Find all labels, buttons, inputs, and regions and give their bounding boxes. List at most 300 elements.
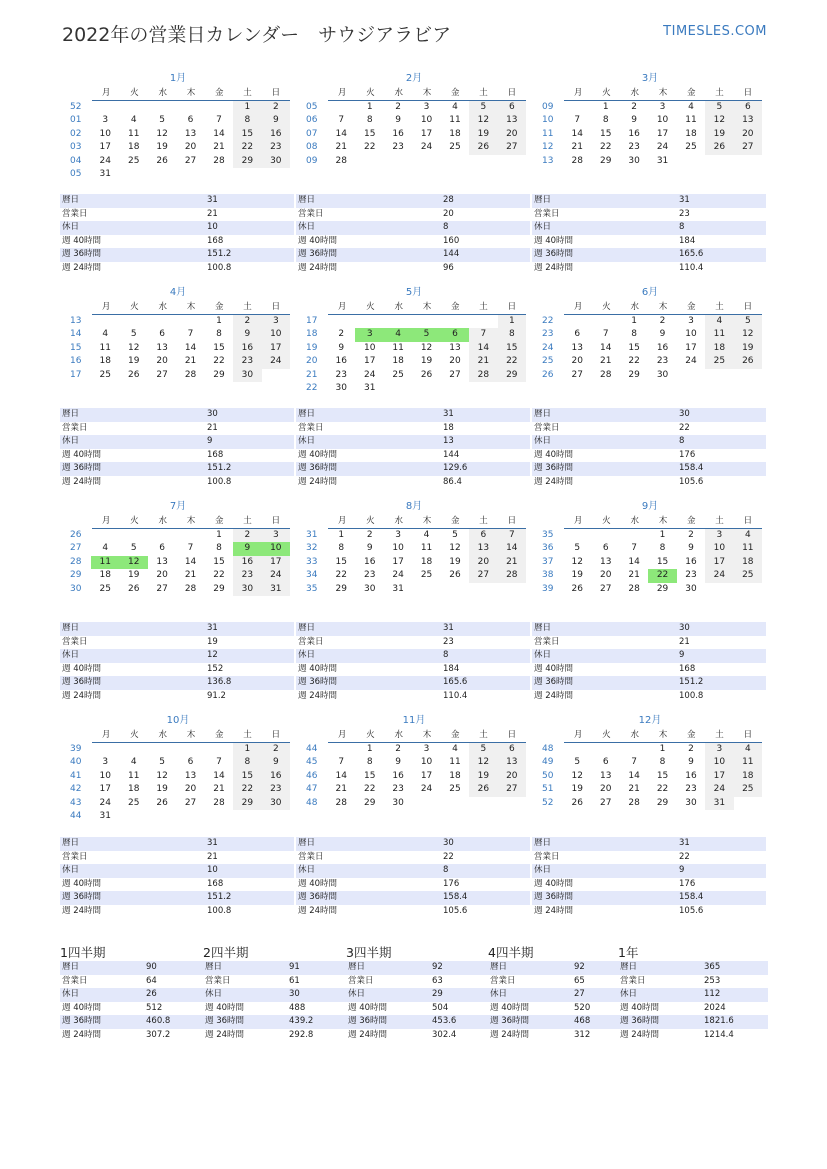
day-cell[interactable]: 1: [602, 102, 609, 112]
day-cell[interactable]: 30: [233, 369, 261, 382]
day-cell[interactable]: 11: [685, 115, 697, 126]
day-cell[interactable]: 12: [420, 342, 433, 353]
day-cell[interactable]: 13: [184, 128, 197, 139]
day-cell[interactable]: 5: [130, 329, 137, 340]
day-cell[interactable]: 8: [631, 329, 637, 340]
day-cell[interactable]: 27: [498, 141, 526, 154]
day-cell[interactable]: 16: [628, 128, 640, 139]
day-cell[interactable]: 3: [355, 328, 383, 341]
day-cell[interactable]: 5: [159, 757, 165, 768]
day-cell[interactable]: 13: [599, 556, 612, 567]
day-cell[interactable]: 6: [574, 329, 581, 340]
day-cell[interactable]: 22: [363, 142, 376, 153]
day-cell[interactable]: 19: [127, 570, 140, 581]
day-cell[interactable]: 29: [656, 583, 669, 594]
day-cell[interactable]: 13: [184, 770, 197, 781]
day-cell[interactable]: 13: [156, 556, 168, 567]
day-cell[interactable]: 2: [262, 101, 290, 114]
day-cell[interactable]: 3: [688, 316, 694, 326]
day-cell[interactable]: 30: [685, 583, 697, 594]
day-cell[interactable]: 26: [156, 797, 168, 808]
day-cell[interactable]: 9: [233, 328, 261, 341]
day-cell[interactable]: 12: [156, 128, 168, 139]
day-cell[interactable]: 22: [233, 783, 261, 796]
day-cell[interactable]: 11: [91, 556, 119, 569]
day-cell[interactable]: 24: [392, 570, 404, 581]
day-cell[interactable]: 28: [469, 369, 497, 382]
day-cell[interactable]: 23: [392, 784, 404, 795]
day-cell[interactable]: 7: [469, 328, 497, 341]
day-cell[interactable]: 18: [685, 128, 697, 139]
day-cell[interactable]: 24: [420, 784, 433, 795]
day-cell[interactable]: 20: [156, 356, 168, 367]
day-cell[interactable]: 1: [366, 744, 373, 754]
day-cell[interactable]: 27: [449, 369, 461, 380]
day-cell[interactable]: 28: [184, 369, 197, 380]
day-cell[interactable]: 22: [213, 356, 225, 367]
day-cell[interactable]: 12: [449, 543, 461, 554]
day-cell[interactable]: 7: [338, 115, 345, 126]
day-cell[interactable]: 18: [705, 342, 733, 355]
day-cell[interactable]: 14: [599, 342, 612, 353]
day-cell[interactable]: 4: [452, 744, 458, 754]
day-cell[interactable]: 28: [628, 797, 640, 808]
day-cell[interactable]: 31: [262, 583, 290, 596]
day-cell[interactable]: 30: [363, 583, 376, 594]
day-cell[interactable]: 4: [734, 743, 762, 756]
day-cell[interactable]: 29: [498, 369, 526, 382]
day-cell[interactable]: 1: [216, 316, 222, 326]
day-cell[interactable]: 27: [498, 783, 526, 796]
day-cell[interactable]: 22: [656, 784, 669, 795]
day-cell[interactable]: 13: [498, 756, 526, 769]
day-cell[interactable]: 22: [628, 356, 640, 367]
day-cell[interactable]: 5: [130, 543, 137, 554]
day-cell[interactable]: 18: [99, 570, 111, 581]
day-cell[interactable]: 29: [233, 797, 261, 810]
day-cell[interactable]: 19: [734, 342, 762, 355]
day-cell[interactable]: 11: [127, 128, 140, 139]
day-cell[interactable]: 18: [734, 770, 762, 783]
day-cell[interactable]: 29: [599, 155, 612, 166]
day-cell[interactable]: 11: [734, 756, 762, 769]
day-cell[interactable]: 3: [102, 757, 109, 768]
day-cell[interactable]: 7: [602, 329, 609, 340]
day-cell[interactable]: 24: [656, 142, 669, 153]
day-cell[interactable]: 20: [599, 570, 612, 581]
day-cell[interactable]: 26: [734, 355, 762, 368]
day-cell[interactable]: 6: [498, 743, 526, 756]
day-cell[interactable]: 20: [156, 570, 168, 581]
day-cell[interactable]: 26: [705, 141, 733, 154]
day-cell[interactable]: 1: [366, 102, 373, 112]
day-cell[interactable]: 5: [159, 115, 165, 126]
day-cell[interactable]: 11: [705, 328, 733, 341]
day-cell[interactable]: 15: [628, 342, 640, 353]
day-cell[interactable]: 29: [233, 155, 261, 168]
day-cell[interactable]: 9: [659, 329, 666, 340]
day-cell[interactable]: 28: [628, 583, 640, 594]
day-cell[interactable]: 14: [628, 770, 640, 781]
day-cell[interactable]: 9: [262, 756, 290, 769]
day-cell[interactable]: 17: [420, 128, 433, 139]
day-cell[interactable]: 27: [599, 797, 612, 808]
day-cell[interactable]: 4: [423, 530, 430, 540]
day-cell[interactable]: 13: [571, 342, 583, 353]
day-cell[interactable]: 24: [705, 783, 733, 796]
day-cell[interactable]: 17: [392, 556, 404, 567]
day-cell[interactable]: 14: [628, 556, 640, 567]
day-cell[interactable]: 19: [571, 784, 583, 795]
day-cell[interactable]: 15: [599, 128, 612, 139]
day-cell[interactable]: 23: [392, 142, 404, 153]
day-cell[interactable]: 6: [602, 757, 609, 768]
day-cell[interactable]: 19: [571, 570, 583, 581]
day-cell[interactable]: 17: [656, 128, 669, 139]
day-cell[interactable]: 2: [631, 102, 637, 112]
day-cell[interactable]: 18: [99, 356, 111, 367]
day-cell[interactable]: 20: [469, 556, 497, 569]
day-cell[interactable]: 11: [420, 543, 433, 554]
day-cell[interactable]: 22: [599, 142, 612, 153]
day-cell[interactable]: 12: [734, 328, 762, 341]
day-cell[interactable]: 29: [213, 583, 225, 594]
day-cell[interactable]: 14: [213, 770, 225, 781]
day-cell[interactable]: 2: [233, 529, 261, 542]
brand-logo[interactable]: TIMESLES.COM: [663, 24, 767, 39]
day-cell[interactable]: 6: [498, 101, 526, 114]
day-cell[interactable]: 28: [184, 583, 197, 594]
day-cell[interactable]: 18: [449, 770, 461, 781]
day-cell[interactable]: 22: [363, 784, 376, 795]
day-cell[interactable]: 29: [656, 797, 669, 808]
day-cell[interactable]: 9: [631, 115, 637, 126]
day-cell[interactable]: 9: [688, 543, 694, 554]
day-cell[interactable]: 8: [216, 329, 222, 340]
day-cell[interactable]: 12: [119, 556, 147, 569]
day-cell[interactable]: 11: [99, 342, 111, 353]
day-cell[interactable]: 27: [599, 583, 612, 594]
day-cell[interactable]: 25: [99, 369, 111, 380]
day-cell[interactable]: 29: [335, 583, 347, 594]
day-cell[interactable]: 28: [571, 155, 583, 166]
day-cell[interactable]: 16: [685, 770, 697, 781]
day-cell[interactable]: 23: [656, 356, 669, 367]
day-cell[interactable]: 8: [216, 543, 222, 554]
day-cell[interactable]: 25: [392, 369, 404, 380]
day-cell[interactable]: 17: [420, 770, 433, 781]
day-cell[interactable]: 9: [366, 543, 373, 554]
day-cell[interactable]: 10: [420, 757, 433, 768]
day-cell[interactable]: 3: [705, 743, 733, 756]
day-cell[interactable]: 30: [685, 797, 697, 808]
day-cell[interactable]: 16: [233, 556, 261, 569]
day-cell[interactable]: 20: [734, 128, 762, 141]
day-cell[interactable]: 20: [449, 356, 461, 367]
day-cell[interactable]: 5: [452, 530, 458, 540]
day-cell[interactable]: 1: [631, 316, 637, 326]
day-cell[interactable]: 5: [734, 315, 762, 328]
day-cell[interactable]: 24: [99, 797, 111, 808]
day-cell[interactable]: 22: [213, 570, 225, 581]
day-cell[interactable]: 9: [395, 757, 401, 768]
day-cell[interactable]: 1: [659, 530, 666, 540]
day-cell[interactable]: 23: [233, 355, 261, 368]
day-cell[interactable]: 10: [363, 342, 376, 353]
day-cell[interactable]: 5: [412, 328, 440, 341]
day-cell[interactable]: 27: [184, 155, 197, 166]
day-cell[interactable]: 21: [213, 784, 225, 795]
day-cell[interactable]: 21: [599, 356, 612, 367]
day-cell[interactable]: 2: [688, 744, 694, 754]
day-cell[interactable]: 26: [127, 369, 140, 380]
day-cell[interactable]: 16: [363, 556, 376, 567]
day-cell[interactable]: 28: [498, 569, 526, 582]
day-cell[interactable]: 27: [734, 141, 762, 154]
day-cell[interactable]: 25: [734, 569, 762, 582]
day-cell[interactable]: 17: [99, 784, 111, 795]
day-cell[interactable]: 4: [384, 328, 412, 341]
day-cell[interactable]: 7: [216, 757, 222, 768]
day-cell[interactable]: 10: [705, 542, 733, 555]
day-cell[interactable]: 6: [159, 329, 165, 340]
day-cell[interactable]: 5: [705, 101, 733, 114]
day-cell[interactable]: 24: [363, 369, 376, 380]
day-cell[interactable]: 31: [392, 583, 404, 594]
day-cell[interactable]: 9: [262, 114, 290, 127]
day-cell[interactable]: 9: [338, 342, 345, 353]
day-cell[interactable]: 21: [184, 356, 197, 367]
day-cell[interactable]: 16: [392, 770, 404, 781]
day-cell[interactable]: 3: [423, 102, 430, 112]
day-cell[interactable]: 21: [335, 142, 347, 153]
day-cell[interactable]: 20: [184, 784, 197, 795]
day-cell[interactable]: 28: [213, 155, 225, 166]
day-cell[interactable]: 19: [156, 784, 168, 795]
day-cell[interactable]: 20: [571, 356, 583, 367]
day-cell[interactable]: 6: [187, 757, 194, 768]
day-cell[interactable]: 20: [184, 142, 197, 153]
day-cell[interactable]: 2: [659, 316, 666, 326]
day-cell[interactable]: 12: [571, 556, 583, 567]
day-cell[interactable]: 8: [366, 115, 373, 126]
day-cell[interactable]: 10: [262, 328, 290, 341]
day-cell[interactable]: 26: [571, 583, 583, 594]
day-cell[interactable]: 10: [262, 542, 290, 555]
day-cell[interactable]: 23: [335, 369, 347, 380]
day-cell[interactable]: 1: [659, 744, 666, 754]
day-cell[interactable]: 12: [127, 342, 140, 353]
day-cell[interactable]: 25: [685, 142, 697, 153]
day-cell[interactable]: 5: [469, 743, 497, 756]
day-cell[interactable]: 23: [262, 783, 290, 796]
day-cell[interactable]: 8: [233, 114, 261, 127]
day-cell[interactable]: 20: [498, 128, 526, 141]
day-cell[interactable]: 23: [233, 569, 261, 582]
day-cell[interactable]: 6: [734, 101, 762, 114]
day-cell[interactable]: 9: [395, 115, 401, 126]
day-cell[interactable]: 28: [599, 369, 612, 380]
day-cell[interactable]: 1: [233, 743, 261, 756]
day-cell[interactable]: 16: [392, 128, 404, 139]
day-cell[interactable]: 26: [127, 583, 140, 594]
day-cell[interactable]: 2: [395, 744, 401, 754]
day-cell[interactable]: 14: [184, 342, 197, 353]
day-cell[interactable]: 21: [498, 556, 526, 569]
day-cell[interactable]: 4: [130, 757, 137, 768]
day-cell[interactable]: 30: [262, 797, 290, 810]
day-cell[interactable]: 22: [233, 141, 261, 154]
day-cell[interactable]: 19: [449, 556, 461, 567]
day-cell[interactable]: 7: [187, 543, 194, 554]
day-cell[interactable]: 21: [628, 570, 640, 581]
day-cell[interactable]: 17: [262, 556, 290, 569]
day-cell[interactable]: 12: [571, 770, 583, 781]
day-cell[interactable]: 8: [498, 328, 526, 341]
day-cell[interactable]: 30: [392, 797, 404, 808]
day-cell[interactable]: 14: [213, 128, 225, 139]
day-cell[interactable]: 18: [734, 556, 762, 569]
day-cell[interactable]: 31: [99, 168, 111, 179]
day-cell[interactable]: 26: [449, 570, 461, 581]
day-cell[interactable]: 23: [685, 784, 697, 795]
day-cell[interactable]: 19: [127, 356, 140, 367]
day-cell[interactable]: 13: [469, 542, 497, 555]
day-cell[interactable]: 29: [628, 369, 640, 380]
day-cell[interactable]: 20: [498, 770, 526, 783]
day-cell[interactable]: 13: [734, 114, 762, 127]
day-cell[interactable]: 3: [659, 102, 666, 112]
day-cell[interactable]: 26: [156, 155, 168, 166]
day-cell[interactable]: 30: [335, 382, 347, 393]
day-cell[interactable]: 19: [705, 128, 733, 141]
day-cell[interactable]: 20: [599, 784, 612, 795]
day-cell[interactable]: 28: [335, 155, 347, 166]
day-cell[interactable]: 13: [449, 342, 461, 353]
day-cell[interactable]: 8: [659, 757, 666, 768]
day-cell[interactable]: 14: [498, 542, 526, 555]
day-cell[interactable]: 16: [335, 356, 347, 367]
day-cell[interactable]: 18: [127, 142, 140, 153]
day-cell[interactable]: 3: [262, 315, 290, 328]
day-cell[interactable]: 14: [184, 556, 197, 567]
day-cell[interactable]: 18: [449, 128, 461, 139]
day-cell[interactable]: 16: [233, 342, 261, 355]
day-cell[interactable]: 2: [262, 743, 290, 756]
day-cell[interactable]: 5: [574, 757, 581, 768]
day-cell[interactable]: 10: [656, 115, 669, 126]
day-cell[interactable]: 4: [102, 329, 109, 340]
day-cell[interactable]: 12: [469, 114, 497, 127]
day-cell[interactable]: 15: [498, 342, 526, 355]
day-cell[interactable]: 25: [449, 142, 461, 153]
day-cell[interactable]: 11: [449, 757, 461, 768]
day-cell[interactable]: 11: [392, 342, 404, 353]
day-cell[interactable]: 17: [685, 342, 697, 353]
day-cell[interactable]: 2: [366, 530, 373, 540]
day-cell[interactable]: 8: [659, 543, 666, 554]
day-cell[interactable]: 17: [262, 342, 290, 355]
day-cell[interactable]: 2: [688, 530, 694, 540]
day-cell[interactable]: 10: [99, 770, 111, 781]
day-cell[interactable]: 14: [335, 770, 347, 781]
day-cell[interactable]: 22: [648, 569, 676, 582]
day-cell[interactable]: 17: [705, 770, 733, 783]
day-cell[interactable]: 3: [423, 744, 430, 754]
day-cell[interactable]: 21: [335, 784, 347, 795]
day-cell[interactable]: 11: [734, 542, 762, 555]
day-cell[interactable]: 2: [233, 315, 261, 328]
day-cell[interactable]: 2: [338, 329, 345, 340]
day-cell[interactable]: 15: [233, 128, 261, 141]
day-cell[interactable]: 23: [628, 142, 640, 153]
day-cell[interactable]: 3: [705, 529, 733, 542]
day-cell[interactable]: 12: [156, 770, 168, 781]
day-cell[interactable]: 6: [602, 543, 609, 554]
day-cell[interactable]: 31: [363, 382, 376, 393]
day-cell[interactable]: 30: [656, 369, 669, 380]
day-cell[interactable]: 25: [705, 355, 733, 368]
day-cell[interactable]: 22: [498, 355, 526, 368]
day-cell[interactable]: 26: [420, 369, 433, 380]
day-cell[interactable]: 26: [469, 141, 497, 154]
day-cell[interactable]: 15: [335, 556, 347, 567]
day-cell[interactable]: 10: [99, 128, 111, 139]
day-cell[interactable]: 30: [628, 155, 640, 166]
day-cell[interactable]: 9: [233, 542, 261, 555]
day-cell[interactable]: 18: [392, 356, 404, 367]
day-cell[interactable]: 6: [469, 529, 497, 542]
day-cell[interactable]: 21: [628, 784, 640, 795]
day-cell[interactable]: 25: [127, 797, 140, 808]
day-cell[interactable]: 7: [338, 757, 345, 768]
day-cell[interactable]: 25: [734, 783, 762, 796]
day-cell[interactable]: 28: [335, 797, 347, 808]
day-cell[interactable]: 30: [262, 155, 290, 168]
day-cell[interactable]: 27: [156, 583, 168, 594]
day-cell[interactable]: 28: [213, 797, 225, 808]
day-cell[interactable]: 15: [363, 770, 376, 781]
day-cell[interactable]: 7: [187, 329, 194, 340]
day-cell[interactable]: 23: [685, 570, 697, 581]
day-cell[interactable]: 15: [656, 556, 669, 567]
day-cell[interactable]: 24: [99, 155, 111, 166]
day-cell[interactable]: 21: [213, 142, 225, 153]
day-cell[interactable]: 15: [213, 342, 225, 353]
day-cell[interactable]: 25: [420, 570, 433, 581]
day-cell[interactable]: 24: [420, 142, 433, 153]
day-cell[interactable]: 12: [705, 114, 733, 127]
day-cell[interactable]: 15: [363, 128, 376, 139]
day-cell[interactable]: 10: [685, 329, 697, 340]
day-cell[interactable]: 4: [705, 315, 733, 328]
day-cell[interactable]: 4: [734, 529, 762, 542]
day-cell[interactable]: 16: [262, 128, 290, 141]
day-cell[interactable]: 17: [705, 556, 733, 569]
day-cell[interactable]: 1: [338, 530, 345, 540]
day-cell[interactable]: 27: [184, 797, 197, 808]
day-cell[interactable]: 1: [216, 530, 222, 540]
day-cell[interactable]: 13: [156, 342, 168, 353]
day-cell[interactable]: 8: [602, 115, 609, 126]
day-cell[interactable]: 26: [469, 783, 497, 796]
day-cell[interactable]: 19: [469, 770, 497, 783]
day-cell[interactable]: 1: [233, 101, 261, 114]
day-cell[interactable]: 31: [656, 155, 669, 166]
day-cell[interactable]: 3: [102, 115, 109, 126]
day-cell[interactable]: 4: [130, 115, 137, 126]
day-cell[interactable]: 17: [363, 356, 376, 367]
